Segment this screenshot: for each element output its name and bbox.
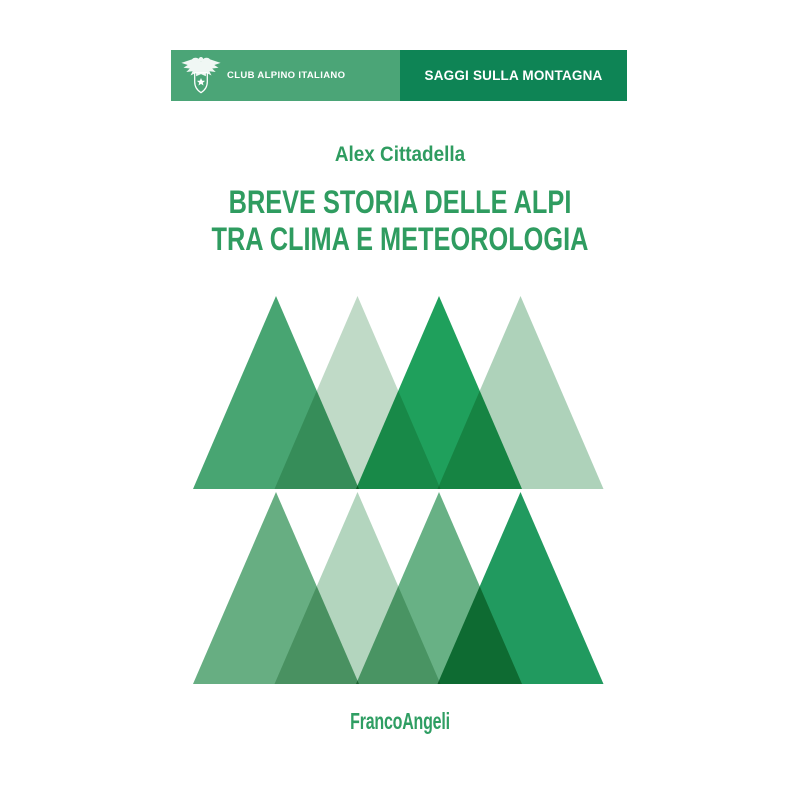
publisher-logo: FrancoAngeli <box>350 708 450 734</box>
club-alpino-italiano-label: CLUB ALPINO ITALIANO <box>227 70 346 81</box>
title-line-2: TRA CLIMA E METEOROLOGIA <box>211 221 589 257</box>
title-line-1: BREVE STORIA DELLE ALPI <box>228 184 572 220</box>
author-name: Alex Cittadella <box>334 143 466 166</box>
series-label: SAGGI SULLA MONTAGNA <box>424 68 603 83</box>
